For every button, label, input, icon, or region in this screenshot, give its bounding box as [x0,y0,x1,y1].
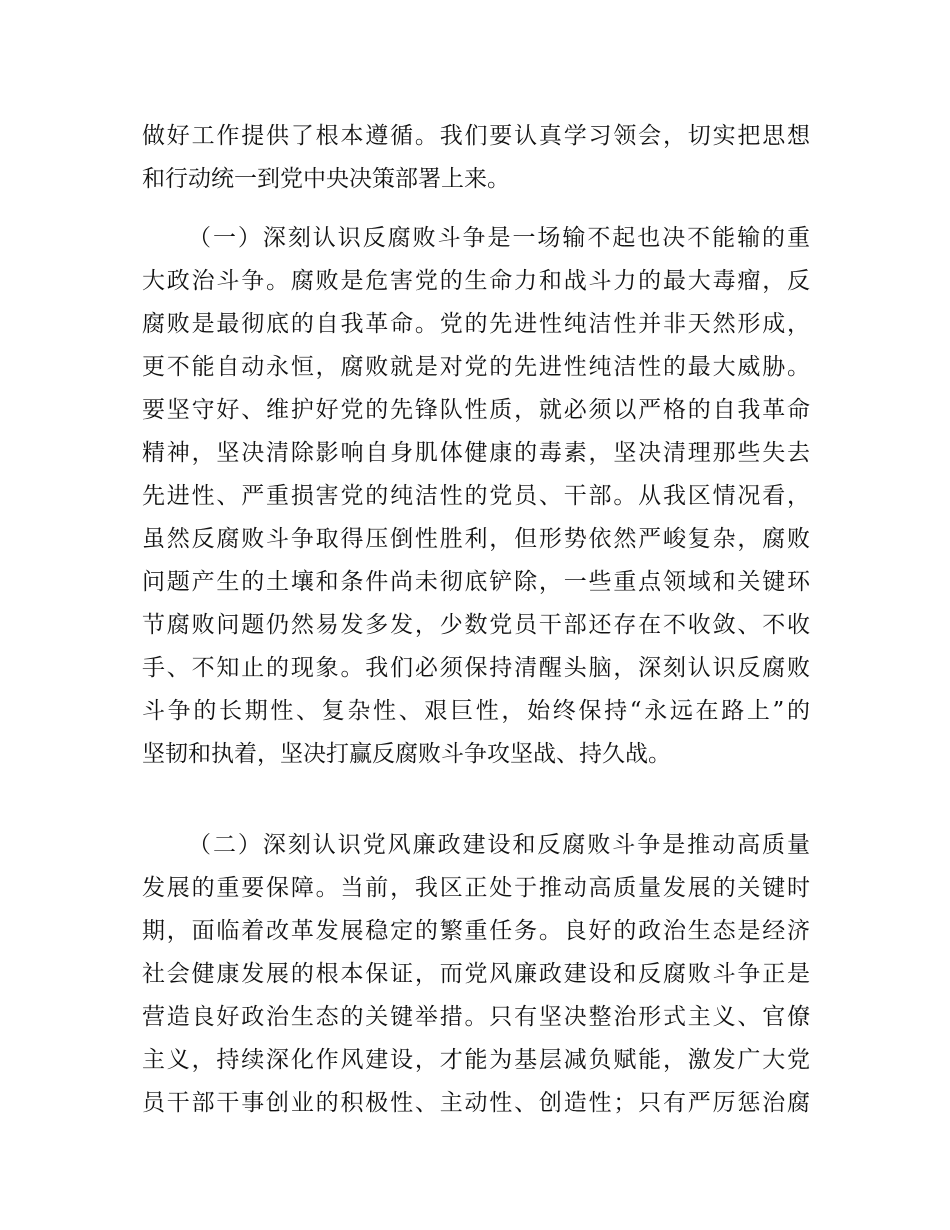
text-line: 社会健康发展的根本保证，而党风廉政建设和反腐败斗争正是 [142,961,810,987]
text-line: 先进性、严重损害党的纯洁性的党员、干部。从我区情况看， [142,483,810,509]
text-line: 更不能自动永恒，腐败就是对党的先进性纯洁性的最大威胁。 [142,354,810,380]
paragraph-section-two [142,824,810,1125]
text-line: 精神，坚决清除影响自身肌体健康的毒素，坚决清理那些失去 [142,440,810,466]
text-line: 和行动统一到党中央决策部署上来。 [142,166,510,192]
paragraph-section-one [142,217,810,776]
text-line: （一）深刻认识反腐败斗争是一场输不起也决不能输的重 [188,225,810,251]
text-line: 斗争的长期性、复杂性、艰巨性，始终保持“永远在路上”的 [142,698,810,724]
text-line: 期，面临着改革发展稳定的繁重任务。良好的政治生态是经济 [142,918,810,944]
text-line: 坚韧和执着，坚决打赢反腐败斗争攻坚战、持久战。 [142,741,671,767]
text-line: 做好工作提供了根本遵循。我们要认真学习领会，切实把思想 [142,123,810,149]
text-line: 营造良好政治生态的关键举措。只有坚决整治形式主义、官僚 [142,1004,810,1030]
text-line: 发展的重要保障。当前，我区正处于推动高质量发展的关键时 [142,875,810,901]
text-line: 手、不知止的现象。我们必须保持清醒头脑，深刻认识反腐败 [142,655,810,681]
text-line: 员干部干事创业的积极性、主动性、创造性；只有严厉惩治腐 [142,1090,810,1116]
text-line: 虽然反腐败斗争取得压倒性胜利，但形势依然严峻复杂，腐败 [142,526,810,552]
text-line: 问题产生的土壤和条件尚未彻底铲除，一些重点领域和关键环 [142,569,810,595]
text-line: （二）深刻认识党风廉政建设和反腐败斗争是推动高质量 [188,832,810,858]
text-line: 要坚守好、维护好党的先锋队性质，就必须以严格的自我革命 [142,397,810,423]
text-line: 主义，持续深化作风建设，才能为基层减负赋能，激发广大党 [142,1047,810,1073]
text-line: 大政治斗争。腐败是危害党的生命力和战斗力的最大毒瘤，反 [142,268,810,294]
paragraph-intro [142,115,810,201]
text-line: 腐败是最彻底的自我革命。党的先进性纯洁性并非天然形成， [142,311,810,337]
text-line: 节腐败问题仍然易发多发，少数党员干部还存在不收敛、不收 [142,612,810,638]
